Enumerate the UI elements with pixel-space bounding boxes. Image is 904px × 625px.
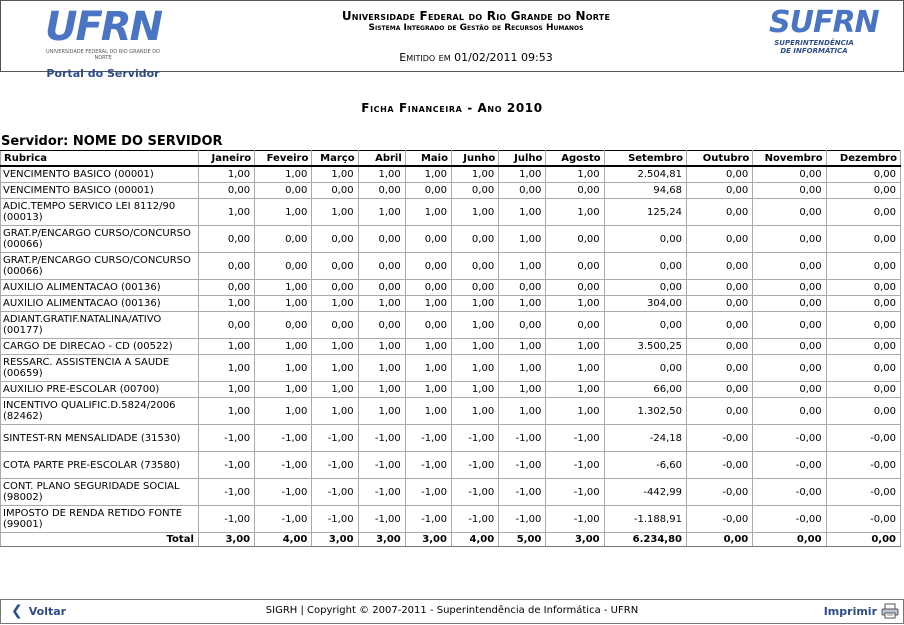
value-cell: 1,00 — [198, 382, 254, 398]
value-cell: 0,00 — [312, 253, 358, 280]
value-cell: 0,00 — [198, 183, 254, 199]
rubrica-cell: COTA PARTE PRE-ESCOLAR (73580) — [1, 452, 199, 479]
value-cell: 1.302,50 — [604, 398, 686, 425]
value-cell: 1,00 — [358, 339, 405, 355]
value-cell: -0,00 — [753, 479, 826, 506]
value-cell: -1,00 — [312, 506, 358, 533]
print-button[interactable] — [824, 603, 899, 619]
rubrica-cell: AUXILIO ALIMENTACAO (00136) — [1, 280, 199, 296]
value-cell: 0,00 — [405, 183, 451, 199]
value-cell: 0,00 — [753, 382, 826, 398]
table-header-row — [1, 151, 901, 167]
value-cell: -0,00 — [687, 452, 753, 479]
value-cell: 1,00 — [198, 339, 254, 355]
rubrica-cell: CONT. PLANO SEGURIDADE SOCIAL (98002) — [1, 479, 199, 506]
sinfo-logo-line2: DE INFORMÁTICA — [780, 47, 848, 55]
value-cell: 0,00 — [358, 226, 405, 253]
value-cell: -0,00 — [687, 479, 753, 506]
value-cell: 0,00 — [358, 253, 405, 280]
value-cell: 0,00 — [826, 280, 900, 296]
value-cell: 1,00 — [405, 355, 451, 382]
value-cell: 0,00 — [687, 398, 753, 425]
table-row — [1, 425, 901, 452]
value-cell: 1,00 — [198, 199, 254, 226]
value-cell: 0,00 — [753, 312, 826, 339]
value-cell: 0,00 — [826, 382, 900, 398]
value-cell: 0,00 — [604, 226, 686, 253]
total-value-cell: 3,00 — [198, 533, 254, 547]
value-cell: -1,00 — [358, 506, 405, 533]
table-row — [1, 226, 901, 253]
value-cell: 0,00 — [604, 253, 686, 280]
column-header-month: Junho — [451, 151, 498, 167]
value-cell: 0,00 — [753, 339, 826, 355]
value-cell: -1,00 — [312, 479, 358, 506]
value-cell: 1,00 — [312, 296, 358, 312]
total-value-cell: 4,00 — [255, 533, 312, 547]
value-cell: 0,00 — [546, 253, 604, 280]
value-cell: 1,00 — [255, 280, 312, 296]
value-cell: 0,00 — [499, 183, 546, 199]
value-cell: 1,00 — [312, 199, 358, 226]
value-cell: 1,00 — [198, 296, 254, 312]
value-cell: 1,00 — [499, 226, 546, 253]
page-header — [0, 0, 904, 80]
value-cell: -1,00 — [358, 425, 405, 452]
value-cell: -1,00 — [499, 479, 546, 506]
value-cell: 1,00 — [405, 339, 451, 355]
value-cell: 1,00 — [499, 296, 546, 312]
total-label: Total — [1, 533, 199, 547]
value-cell: -1,00 — [405, 506, 451, 533]
table-row — [1, 166, 901, 183]
value-cell: 0,00 — [753, 253, 826, 280]
value-cell: 0,00 — [687, 183, 753, 199]
value-cell: 0,00 — [826, 199, 900, 226]
value-cell: -1,00 — [546, 479, 604, 506]
value-cell: -1,00 — [546, 452, 604, 479]
value-cell: 0,00 — [687, 296, 753, 312]
value-cell: -1,00 — [312, 425, 358, 452]
value-cell: 0,00 — [826, 398, 900, 425]
value-cell: 1,00 — [312, 355, 358, 382]
column-header-month: Dezembro — [826, 151, 900, 167]
value-cell: 0,00 — [604, 280, 686, 296]
ufrn-logo-subtitle: UNIVERSIDADE FEDERAL DO RIO GRANDE DO NORTE — [45, 49, 160, 61]
value-cell: 0,00 — [405, 226, 451, 253]
table-row — [1, 199, 901, 226]
value-cell: 1,00 — [312, 339, 358, 355]
value-cell: 1,00 — [358, 355, 405, 382]
table-row — [1, 183, 901, 199]
value-cell: 0,00 — [687, 166, 753, 183]
total-value-cell: 3,00 — [546, 533, 604, 547]
value-cell: 0,00 — [451, 183, 498, 199]
value-cell: 0,00 — [753, 355, 826, 382]
value-cell: 0,00 — [255, 226, 312, 253]
value-cell: 0,00 — [687, 280, 753, 296]
total-value-cell: 0,00 — [753, 533, 826, 547]
value-cell: 0,00 — [546, 280, 604, 296]
value-cell: 0,00 — [826, 339, 900, 355]
value-cell: 1,00 — [198, 166, 254, 183]
value-cell: 0,00 — [451, 226, 498, 253]
value-cell: 1,00 — [451, 382, 498, 398]
column-header-month: Janeiro — [198, 151, 254, 167]
value-cell: 1,00 — [312, 382, 358, 398]
value-cell: -0,00 — [826, 452, 900, 479]
column-header-month: Novembro — [753, 151, 826, 167]
value-cell: 0,00 — [604, 312, 686, 339]
value-cell: 1,00 — [405, 166, 451, 183]
value-cell: 1,00 — [255, 339, 312, 355]
value-cell: 1,00 — [451, 355, 498, 382]
total-value-cell: 0,00 — [687, 533, 753, 547]
value-cell: -442,99 — [604, 479, 686, 506]
value-cell: 0,00 — [546, 312, 604, 339]
total-row — [1, 533, 901, 547]
value-cell: 0,00 — [405, 312, 451, 339]
value-cell: 1,00 — [358, 382, 405, 398]
column-header-month: Agosto — [546, 151, 604, 167]
value-cell: -6,60 — [604, 452, 686, 479]
emitted-date: Emitido em 01/02/2011 09:53 — [399, 51, 553, 64]
total-value-cell: 3,00 — [405, 533, 451, 547]
value-cell: 1,00 — [451, 166, 498, 183]
value-cell: 125,24 — [604, 199, 686, 226]
value-cell: 0,00 — [826, 183, 900, 199]
value-cell: 1,00 — [358, 296, 405, 312]
value-cell: 0,00 — [687, 226, 753, 253]
total-value-cell: 4,00 — [451, 533, 498, 547]
value-cell: 1,00 — [312, 398, 358, 425]
sinfo-logo-line1: SUPERINTENDÊNCIA — [774, 39, 854, 47]
column-header-month: Março — [312, 151, 358, 167]
value-cell: -1,00 — [198, 425, 254, 452]
value-cell: 0,00 — [198, 226, 254, 253]
table-body — [1, 166, 901, 547]
table-row — [1, 479, 901, 506]
value-cell: 0,00 — [826, 296, 900, 312]
value-cell: 1,00 — [451, 296, 498, 312]
value-cell: -0,00 — [753, 452, 826, 479]
value-cell: 1,00 — [405, 296, 451, 312]
table-row — [1, 355, 901, 382]
value-cell: -1,00 — [255, 506, 312, 533]
printer-icon — [881, 603, 899, 619]
value-cell: 0,00 — [312, 312, 358, 339]
column-header-month: Maio — [405, 151, 451, 167]
value-cell: 1,00 — [255, 398, 312, 425]
value-cell: 0,00 — [255, 312, 312, 339]
value-cell: 1,00 — [198, 398, 254, 425]
value-cell: 1,00 — [405, 382, 451, 398]
system-name: Sistema Integrado de Gestão de Recursos Humanos — [368, 23, 584, 33]
value-cell: 0,00 — [312, 183, 358, 199]
value-cell: 1,00 — [358, 199, 405, 226]
rubrica-cell: INCENTIVO QUALIFIC.D.5824/2006 (82462) — [1, 398, 199, 425]
value-cell: 1,00 — [499, 355, 546, 382]
value-cell: 2.504,81 — [604, 166, 686, 183]
value-cell: 66,00 — [604, 382, 686, 398]
table-row — [1, 312, 901, 339]
value-cell: -1,00 — [546, 506, 604, 533]
header-center — [201, 9, 751, 64]
rubrica-cell: SINTEST-RN MENSALIDADE (31530) — [1, 425, 199, 452]
table-row — [1, 506, 901, 533]
value-cell: 0,00 — [451, 280, 498, 296]
value-cell: 1,00 — [255, 296, 312, 312]
value-cell: -1,00 — [358, 479, 405, 506]
value-cell: 1,00 — [546, 382, 604, 398]
rubrica-cell: CARGO DE DIRECAO - CD (00522) — [1, 339, 199, 355]
value-cell: 1,00 — [546, 166, 604, 183]
value-cell: 0,00 — [255, 183, 312, 199]
value-cell: 1,00 — [451, 339, 498, 355]
rubrica-cell: VENCIMENTO BASICO (00001) — [1, 166, 199, 183]
value-cell: 0,00 — [546, 226, 604, 253]
value-cell: 0,00 — [687, 339, 753, 355]
value-cell: -1,00 — [358, 452, 405, 479]
value-cell: 0,00 — [753, 296, 826, 312]
value-cell: -1,00 — [451, 425, 498, 452]
value-cell: 1,00 — [451, 312, 498, 339]
rubrica-cell: VENCIMENTO BASICO (00001) — [1, 183, 199, 199]
value-cell: 1,00 — [499, 339, 546, 355]
value-cell: 3.500,25 — [604, 339, 686, 355]
value-cell: 1,00 — [546, 199, 604, 226]
value-cell: 0,00 — [499, 280, 546, 296]
value-cell: 0,00 — [198, 253, 254, 280]
rubrica-cell: ADIANT.GRATIF.NATALINA/ATIVO (00177) — [1, 312, 199, 339]
servidor-name: Servidor: NOME DO SERVIDOR — [1, 134, 223, 149]
value-cell: 1,00 — [312, 166, 358, 183]
portal-servidor-link[interactable]: Portal do Servidor — [46, 67, 160, 80]
value-cell: 1,00 — [255, 355, 312, 382]
value-cell: 0,00 — [312, 226, 358, 253]
value-cell: 0,00 — [753, 199, 826, 226]
value-cell: 1,00 — [405, 398, 451, 425]
ufrn-logo-block[interactable] — [45, 4, 162, 80]
value-cell: 0,00 — [826, 226, 900, 253]
value-cell: 0,00 — [753, 166, 826, 183]
column-header-month: Setembro — [604, 151, 686, 167]
value-cell: 0,00 — [405, 253, 451, 280]
value-cell: 0,00 — [358, 183, 405, 199]
value-cell: -0,00 — [826, 425, 900, 452]
total-value-cell: 0,00 — [826, 533, 900, 547]
value-cell: 1,00 — [451, 398, 498, 425]
value-cell: 1,00 — [499, 166, 546, 183]
value-cell: 1,00 — [358, 398, 405, 425]
value-cell: 304,00 — [604, 296, 686, 312]
table-row — [1, 280, 901, 296]
ufrn-logo: UFRN — [45, 4, 162, 50]
print-label: Imprimir — [823, 604, 877, 618]
value-cell: 0,00 — [604, 355, 686, 382]
column-header-month: Outubro — [687, 151, 753, 167]
copyright-text: SIGRH | Copyright © 2007-2011 - Superintendência de Informática - UFRN — [265, 605, 639, 616]
sinfo-logo — [769, 5, 879, 67]
value-cell: 0,00 — [255, 253, 312, 280]
rubrica-cell: GRAT.P/ENCARGO CURSO/CONCURSO (00066) — [1, 253, 199, 280]
value-cell: 1,00 — [198, 355, 254, 382]
table-row — [1, 382, 901, 398]
value-cell: 0,00 — [198, 312, 254, 339]
back-label: Voltar — [28, 604, 67, 618]
value-cell: -1,00 — [451, 452, 498, 479]
rubrica-cell: IMPOSTO DE RENDA RETIDO FONTE (99001) — [1, 506, 199, 533]
table-row — [1, 296, 901, 312]
table-row — [1, 398, 901, 425]
value-cell: 1,00 — [255, 166, 312, 183]
column-header-month: Feveiro — [255, 151, 312, 167]
value-cell: 0,00 — [687, 312, 753, 339]
value-cell: -1,00 — [255, 425, 312, 452]
value-cell: 0,00 — [312, 280, 358, 296]
value-cell: -0,00 — [826, 506, 900, 533]
value-cell: -1,00 — [499, 425, 546, 452]
sinfo-logo-mark: SUFRN — [769, 5, 879, 40]
value-cell: 0,00 — [826, 253, 900, 280]
value-cell: -0,00 — [753, 425, 826, 452]
table-row — [1, 339, 901, 355]
page-title: Ficha Financeira - Ano 2010 — [361, 101, 543, 115]
value-cell: -1,00 — [451, 506, 498, 533]
value-cell: 1,00 — [546, 296, 604, 312]
rubrica-cell: ADIC.TEMPO SERVICO LEI 8112/90 (00013) — [1, 199, 199, 226]
value-cell: 1,00 — [546, 398, 604, 425]
financial-table — [0, 150, 901, 547]
university-name: Universidade Federal do Rio Grande do Norte — [341, 9, 611, 23]
value-cell: 0,00 — [753, 226, 826, 253]
value-cell: 0,00 — [358, 280, 405, 296]
value-cell: 0,00 — [753, 280, 826, 296]
value-cell: 0,00 — [687, 355, 753, 382]
value-cell: -1,00 — [312, 452, 358, 479]
value-cell: -0,00 — [687, 425, 753, 452]
value-cell: 1,00 — [499, 199, 546, 226]
total-value-cell: 5,00 — [499, 533, 546, 547]
value-cell: 0,00 — [546, 183, 604, 199]
value-cell: -1,00 — [405, 479, 451, 506]
value-cell: 0,00 — [405, 280, 451, 296]
total-value-cell: 3,00 — [358, 533, 405, 547]
value-cell: -1,00 — [451, 479, 498, 506]
value-cell: 0,00 — [826, 166, 900, 183]
value-cell: 0,00 — [687, 382, 753, 398]
value-cell: 0,00 — [826, 312, 900, 339]
value-cell: 1,00 — [546, 339, 604, 355]
value-cell: -1,00 — [546, 425, 604, 452]
column-header-month: Julho — [499, 151, 546, 167]
rubrica-cell: AUXILIO ALIMENTACAO (00136) — [1, 296, 199, 312]
value-cell: -1,00 — [255, 452, 312, 479]
table-row — [1, 452, 901, 479]
chevron-left-icon: ❮ — [11, 603, 23, 619]
value-cell: 0,00 — [687, 253, 753, 280]
value-cell: -1,00 — [405, 425, 451, 452]
page-footer — [0, 599, 904, 624]
value-cell: -1.188,91 — [604, 506, 686, 533]
rubrica-cell: AUXILIO PRE-ESCOLAR (00700) — [1, 382, 199, 398]
column-header-month: Abril — [358, 151, 405, 167]
value-cell: 94,68 — [604, 183, 686, 199]
value-cell: 0,00 — [826, 355, 900, 382]
total-value-cell: 6.234,80 — [604, 533, 686, 547]
value-cell: 1,00 — [499, 253, 546, 280]
value-cell: 0,00 — [753, 183, 826, 199]
value-cell: 1,00 — [451, 199, 498, 226]
value-cell: 1,00 — [255, 199, 312, 226]
value-cell: -1,00 — [499, 452, 546, 479]
column-header-rubrica: Rubrica — [1, 151, 199, 167]
value-cell: 0,00 — [451, 253, 498, 280]
value-cell: -0,00 — [753, 506, 826, 533]
rubrica-cell: RESSARC. ASSISTENCIA A SAUDE (00659) — [1, 355, 199, 382]
value-cell: 1,00 — [499, 398, 546, 425]
value-cell: 1,00 — [546, 355, 604, 382]
value-cell: 1,00 — [358, 166, 405, 183]
value-cell: -0,00 — [687, 506, 753, 533]
value-cell: 0,00 — [198, 280, 254, 296]
value-cell: 1,00 — [499, 382, 546, 398]
value-cell: -1,00 — [499, 506, 546, 533]
value-cell: -1,00 — [255, 479, 312, 506]
value-cell: 0,00 — [753, 398, 826, 425]
value-cell: 0,00 — [358, 312, 405, 339]
value-cell: -1,00 — [198, 452, 254, 479]
value-cell: -1,00 — [198, 506, 254, 533]
value-cell: 0,00 — [499, 312, 546, 339]
value-cell: 0,00 — [687, 199, 753, 226]
value-cell: -24,18 — [604, 425, 686, 452]
value-cell: 1,00 — [405, 199, 451, 226]
total-value-cell: 3,00 — [312, 533, 358, 547]
table-row — [1, 253, 901, 280]
value-cell: -1,00 — [198, 479, 254, 506]
value-cell: -0,00 — [826, 479, 900, 506]
value-cell: -1,00 — [405, 452, 451, 479]
rubrica-cell: GRAT.P/ENCARGO CURSO/CONCURSO (00066) — [1, 226, 199, 253]
value-cell: 1,00 — [255, 382, 312, 398]
